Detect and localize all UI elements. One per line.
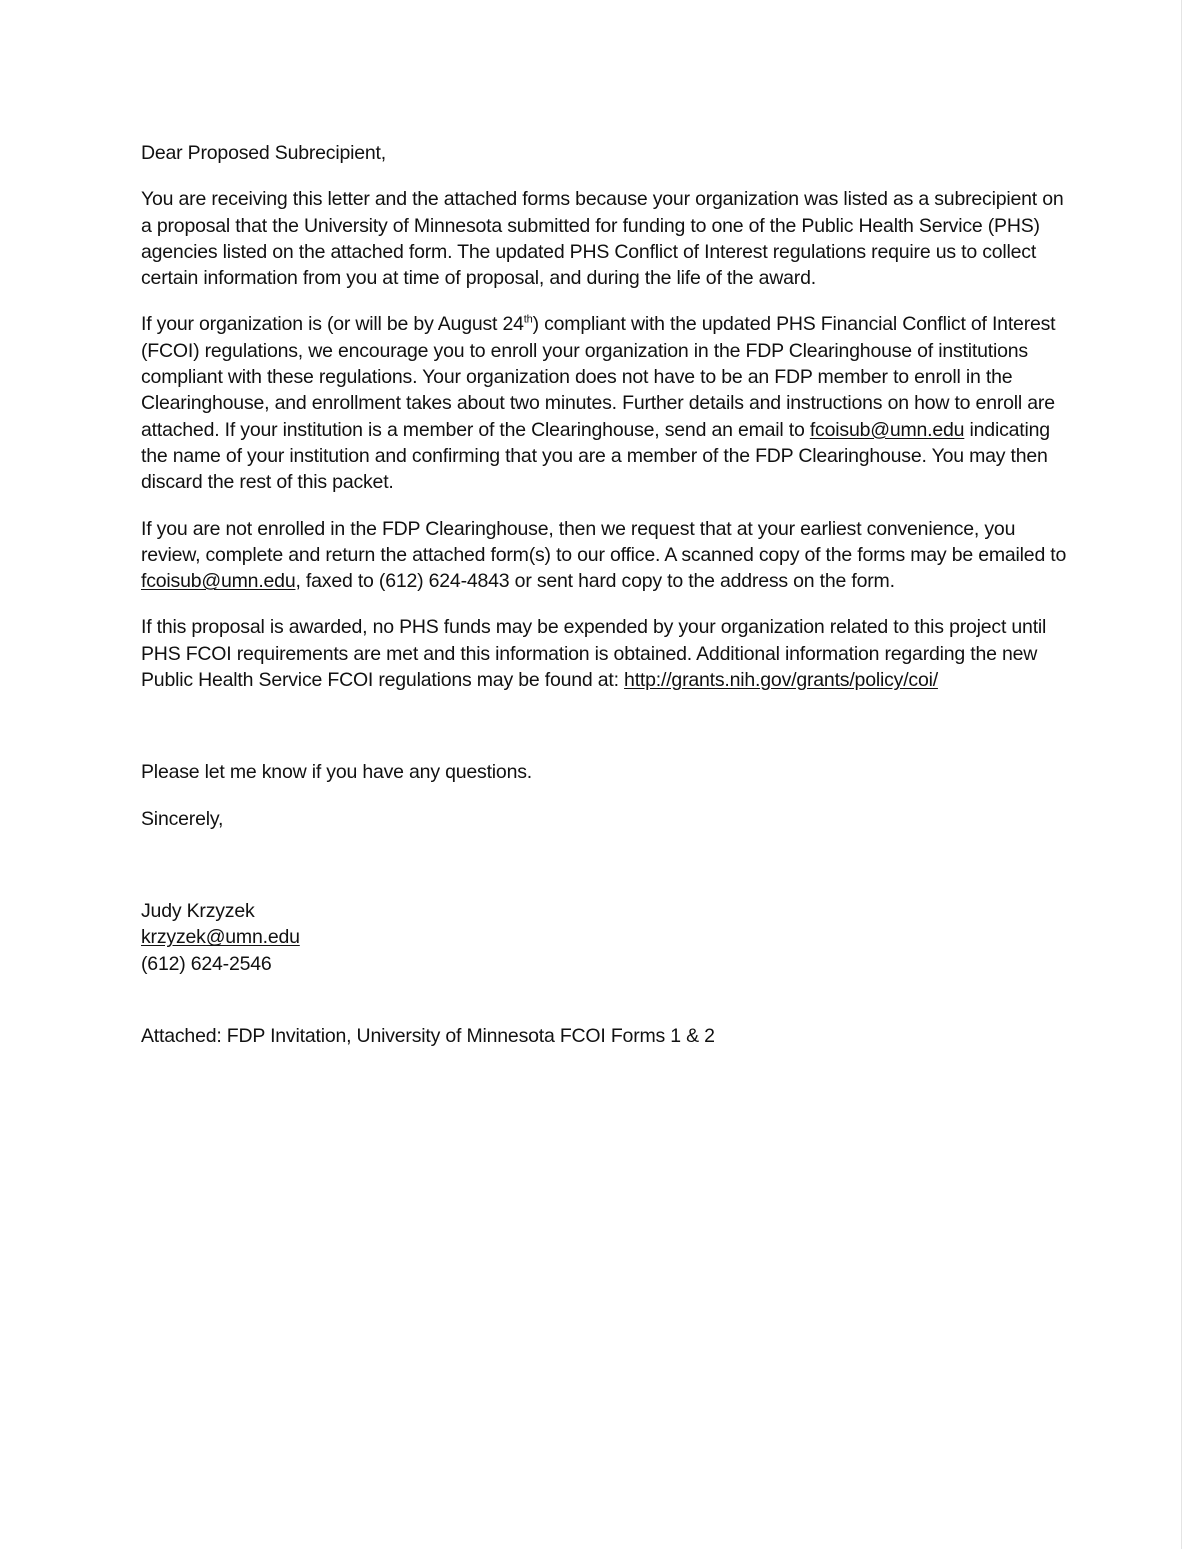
paragraph-1: You are receiving this letter and the attached forms because your organization was listed as a subrecipient on a proposal that the University of Minnesota submitted for funding to one of the Public Health Service (PHS) agencies listed on the attached form. The updated PHS Conflict of Interest regulations require us to collect certain information from you at time of proposal, and during the life of the award. — [141, 188, 1064, 290]
paragraph-3-text-a: If you are not enrolled in the FDP Clearinghouse, then we request that at your earliest convenience, you review, complete and return the attached form(s) to our office. A scanned copy of the forms may be emailed to — [141, 517, 1067, 566]
paragraph-4 — [141, 614, 1071, 693]
paragraph-2-text-a: If your organization is (or will be by August 24 — [141, 313, 524, 336]
fcoisub-email-link-2[interactable]: fcoisub@umn.edu — [141, 570, 296, 593]
questions-line: Please let me know if you have any questions. — [141, 761, 532, 784]
letter-body — [141, 140, 1071, 1049]
nih-coi-policy-link[interactable]: http://grants.nih.gov/grants/policy/coi/ — [624, 669, 938, 692]
closing: Sincerely, — [141, 807, 224, 830]
signer-phone: (612) 624-2546 — [141, 952, 272, 975]
ordinal-suffix: th — [523, 313, 533, 326]
attachments-line: Attached: FDP Invitation, University of Minnesota FCOI Forms 1 & 2 — [141, 1024, 715, 1047]
salutation: Dear Proposed Subrecipient, — [141, 142, 386, 164]
fcoisub-email-link[interactable]: fcoisub@umn.edu — [809, 418, 965, 441]
paragraph-2-text-c: indicating the name of your institution and confirming that you are a member of the FDP Clearinghouse. You may then discard the rest of this packet. — [141, 418, 1050, 494]
paragraph-2 — [141, 311, 1071, 495]
signer-name: Judy Krzyzek — [141, 899, 255, 922]
paragraph-3-text-b: , faxed to (612) 624-4843 or sent hard copy to the address on the form. — [295, 570, 895, 593]
signature-block — [141, 898, 1071, 977]
paragraph-3 — [141, 516, 1071, 595]
page-edge-line — [1181, 0, 1182, 1549]
signer-email-link[interactable]: krzyzek@umn.edu — [141, 926, 300, 949]
paragraph-2-text-b: ) compliant with the updated PHS Financial Conflict of Interest (FCOI) regulations, we encourage you to enroll your organization in the FDP Clearinghouse of institutions compliant with these regulations. Your organization does not have to be an FDP member to enroll in the Clearinghouse, and enrollment takes about two minutes. Further details and instructions on how to enroll are attached. If your institution is a member of the Clearinghouse, send an email to — [141, 313, 1056, 441]
paragraph-4-text-a: If this proposal is awarded, no PHS funds may be expended by your organization related to this project until PHS FCOI requirements are met and this information is obtained. Additional information regarding the new Public Health Service FCOI regulations may be found at: — [141, 616, 1047, 692]
